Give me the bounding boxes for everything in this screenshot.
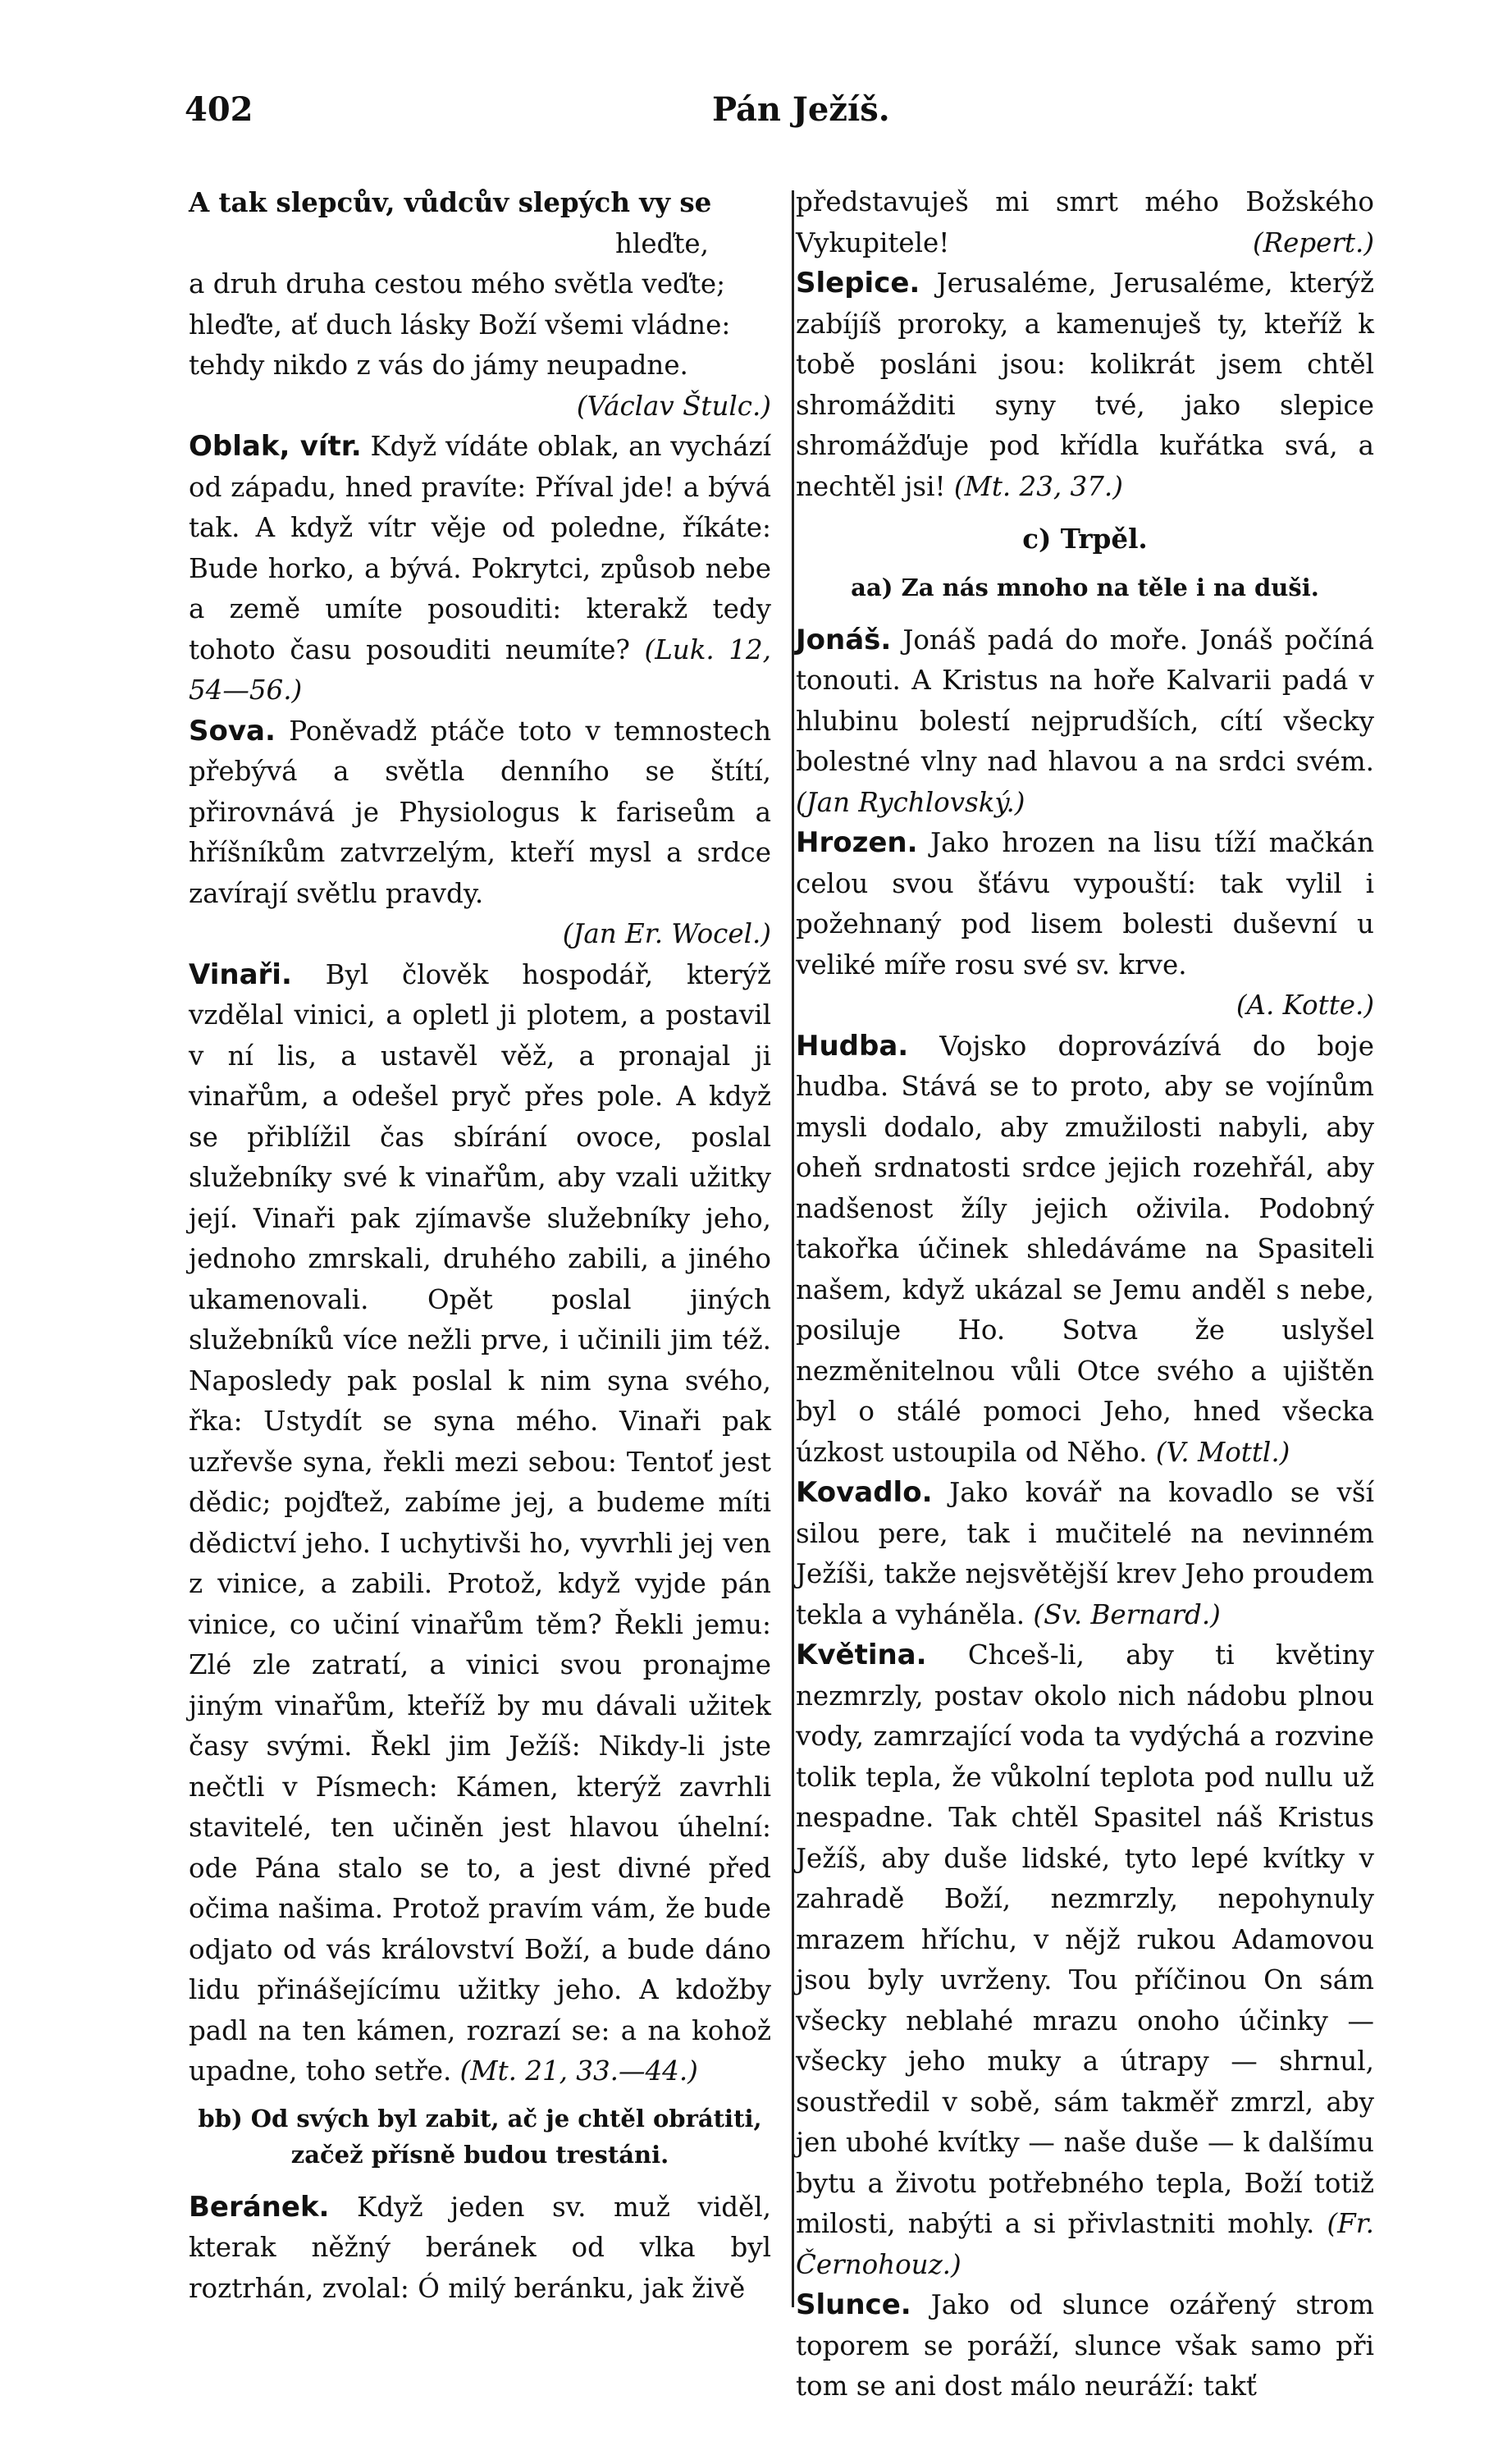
entry-sova [189,711,771,915]
entry-text: Byl člověk hospodář, kterýž vzdělal vinici, a opletl ji plotem, a postavil v ní lis, a ustavěl věž, a pronajal ji vinařům, a odešel pryč přes pole. A když se přiblížil čas sbírání ovoce, poslal služebníky své k vinařům, aby vzali užitky její. Vinaři pak zjímavše služebníky jeho, jednoho zmrskali, druhého zabili, a jiného ukamenovali. Opět poslal jiných služebníků více nežli prve, i učinili jim též. Naposledy pak poslal k nim syna svého, řka: Ustydít se syna mého. Vinaři pak uzřevše syna, řekli mezi sebou: Tentoť jest dědic; pojďtež, zabíme jej, a budeme míti dědictví jeho. I uchytivši ho, vyvrhli jej ven z vinice, a zabili. Protož, když vyjde pán vinice, co učiní vinařům těm? Řekli jemu: Zlé zle zatratí, a vinici svou pronajme jiným vinařům, kteříž by mu dávali užitek časy svými. Řekl jim Ježíš: Nikdy-li jste nečtli v Písmech: Kámen, kterýž zavrhli stavitelé, ten učiněn jest hlavou úhelní: ode Pána stalo se to, a jest divné před očima našima. Protož pravím vám, že bude odjato od vás království Boží, a bude dáno lidu přinášejícímu užitky jeho. A kdožby padl na ten kámen, rozrazí se: a na kohož upadne, toho setře. [189,958,771,2087]
entry-jonas [796,620,1374,824]
headword: Květina. [796,1639,927,1671]
entry-text: Vojsko doprovázívá do boje hudba. Stává se to proto, aby se vojínům mysli dodalo, aby zmužilosti nabyli, aby oheň srdnatosti srdce jejich rozehřál, aby nadšenost žíly jejich oživila. Podobný takořka účinek shledáváme na Spasiteli našem, když ukázal se Jemu anděl s nebe, posiluje Ho. Sotva že uslyšel nezměnitelnou vůli Otce svého a ujištěn byl o stálé pomoci Jeho, hned všecka úzkost ustoupila od Něho. [796,1030,1374,1468]
entry-source: (V. Mottl.) [1155,1436,1290,1468]
entry-source: (Mt. 23, 37.) [953,470,1123,502]
entry-text: Jako hrozen na lisu tíží mačkán celou svou šťávu vypouští: tak vylil i požehnaný pod lisem bolesti duševní u veliké míře rosu své sv. krve. [796,827,1374,981]
poem-line: tehdy nikdo z vás do jámy neupadne. [189,350,688,381]
running-title: Pán Ježíš. [712,90,890,129]
headword: Hudba. [796,1029,909,1063]
entry-source: (Repert.) [1252,226,1374,258]
entry-source: (Mt. 21, 33.—44.) [459,2055,698,2087]
section-heading: c) Trpěl. [1022,523,1148,555]
entry-slunce [796,2285,1374,2407]
entry-source: (Luk. 12, 54—56.) [189,633,772,706]
entry-source: (Sv. Bernard.) [1033,1598,1221,1630]
page-number: 402 [185,90,253,129]
entry-hudba [796,1026,1374,1474]
headword: Beránek. [189,2190,330,2224]
page-header [0,90,1489,139]
entry-slepice [796,263,1374,507]
entry-source-line [796,985,1374,1026]
poem-line: hleďte, [615,227,709,259]
entry-text: Jerusaléme, Jerusaléme, kterýž zabíjíš proroky, a kamenuješ ty, kteříž k tobě posláni jsou: kolikrát jsem chtěl shromážditi syny tvé, jako slepice shromážďuje pod křídla kuřátka svá, a nechtěl jsi! [796,267,1374,502]
column-divider [792,190,794,2307]
entry-text: Jako kovář na kovadlo se vší silou pere, tak i mučitelé na nevinném Ježíši, takže nejsvětější krev Jeho proudem tekla a vyháněla. [796,1477,1374,1630]
entry-oblak [189,427,771,711]
headword: Oblak, vítr. [189,430,362,463]
entry-text: Poněvadž ptáče toto v temnostech přebývá a světla denního se štítí, přirovnává je Physiologus k fariseům a hříšníkům zatvrzelým, kteří mysl a srdce zavírají světlu pravdy. [189,715,771,909]
entry-text: Jako od slunce ozářený strom toporem se poráží, slunce však samo při tom se ani dost málo neuráží: takť [796,2289,1374,2402]
entry-kvetina [796,1635,1374,2285]
headword: Hrozen. [796,826,918,859]
headword: Jonáš. [796,623,892,656]
entry-source: (A. Kotte.) [1236,990,1374,1021]
entry-kovadlo [796,1473,1374,1635]
continuation-text [796,182,1374,263]
entry-vinari [189,955,771,2092]
poem-source: (Václav Štulc.) [576,390,771,422]
headword: Slunce. [796,2288,911,2321]
poem-line: A tak slepcův, vůdcův slepých vy se [189,186,712,218]
headword: Slepice. [796,267,920,299]
subsection-heading: bb) Od svých byl zabit, ač je chtěl obrátiti, začež přísně budou trestáni. [198,2104,762,2169]
entry-text: představuješ mi smrt mého Božského Vykupitele! [796,186,1374,258]
poem [189,182,771,427]
entry-source: (Jan Er. Wocel.) [562,918,771,949]
entry-hrozen [796,823,1374,985]
headword: Sova. [189,714,276,747]
entry-beranek [189,2187,771,2310]
headword: Vinaři. [189,958,292,991]
entry-source-line [189,914,771,955]
entry-text: Chceš-li, aby ti květiny nezmrzly, postav okolo nich nádobu plnou vody, zamrzající voda ta vydýchá a rozvine tolik tepla, že vůkolní teplota pod nullu už nespadne. Tak chtěl Spasitel náš Kristus Ježíš, aby duše lidské, tyto lepé kvítky v zahradě Boží, nezmrzly, nepohynuly mrazem hříchu, v nějž rukou Adamovou jsou byly uvrženy. Tou příčinou On sám všecky neblahé mrazu onoho účinky — všecky jeho muky a útrapy — shrnul, soustředil v sobě, sám takměř zmrzl, aby jen ubohé kvítky — naše duše — k dalšímu bytu a životu potřebného tepla, Boží totiž milosti, nabýti a si přivlastniti mohly. [796,1639,1374,2239]
poem-line: a druh druha cestou mého světla veďte; [189,268,726,299]
entry-text: Když jeden sv. muž viděl, kterak něžný beránek od vlka byl roztrhán, zvolal: Ó milý beránku, jak živě [189,2191,771,2304]
poem-line: hleďte, ať duch lásky Boží všemi vládne: [189,309,731,341]
entry-text: Když vídáte oblak, an vychází od západu, hned pravíte: Příval jde! a bývá tak. A když vítr věje od poledne, říkáte: Bude horko, a bývá. Pokrytci, způsob nebe a země umíte posouditi: kterakž tedy tohoto času posouditi neumíte? [189,431,771,665]
subsection-heading: aa) Za nás mnoho na těle i na duši. [851,573,1319,601]
entry-text: Jonáš padá do moře. Jonáš počíná tonouti. A Kristus na hoře Kalvarii padá v hlubinu bolestí nejprudších, cítí všecky bolestné vlny nad hlavou a na srdci svém. [796,624,1374,777]
entry-source: (Fr. Černohouz.) [796,2208,1374,2280]
entry-source: (Jan Rychlovský.) [796,786,1025,818]
right-column [796,182,1374,2407]
headword: Kovadlo. [796,1476,933,1509]
left-column [189,182,771,2309]
